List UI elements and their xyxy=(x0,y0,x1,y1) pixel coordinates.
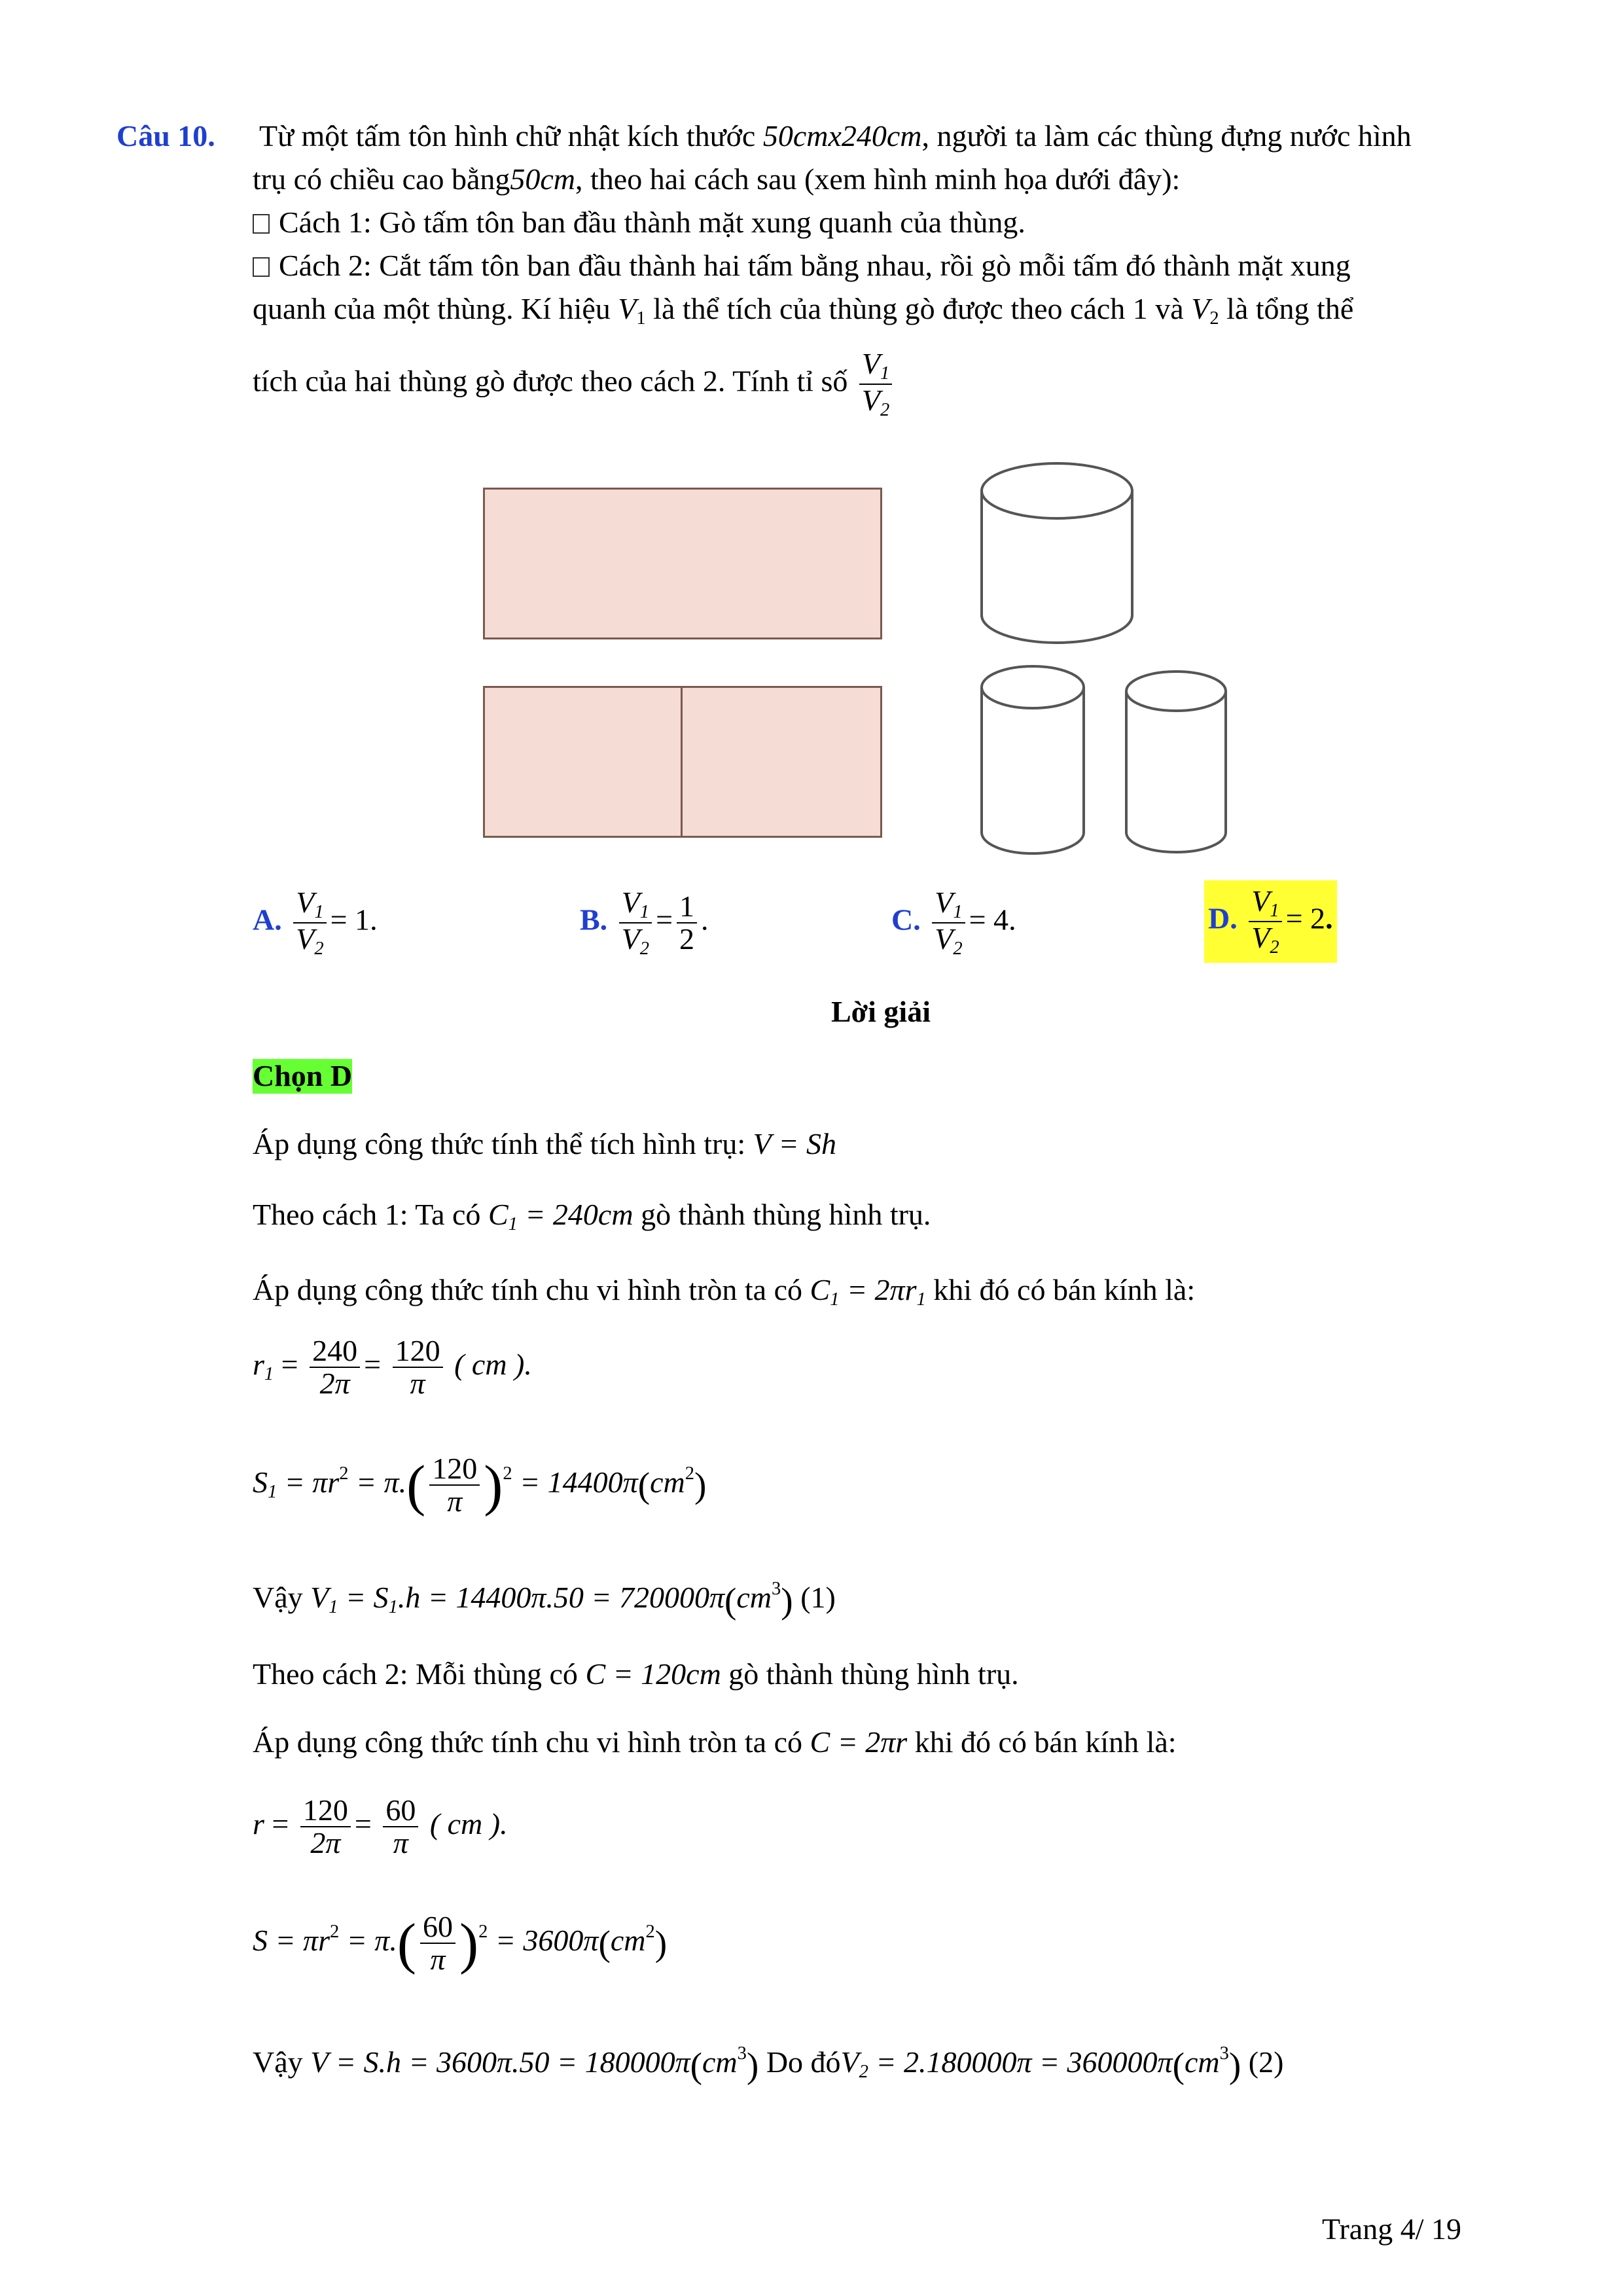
answer-b: B. $\frac{V_1}{V_2}$ = $\frac{1}{2}$ . xyxy=(580,886,709,959)
fraction: $\frac{120}{2\pi}$ xyxy=(300,1795,351,1859)
bullet-box-icon xyxy=(253,257,270,277)
answer-end: . xyxy=(701,903,709,937)
method-2-text: Cách 2: Cắt tấm tôn ban đầu thành hai tấm bằng nhau, rồi gò mỗi tấm đó thành mặt xung xyxy=(279,249,1351,282)
formula: C = 2πr xyxy=(810,1725,908,1759)
method-1 xyxy=(253,206,1026,240)
answer-value: = 4 xyxy=(969,903,1009,937)
symbol-v: V xyxy=(1251,920,1270,954)
ratio-fraction xyxy=(293,887,326,959)
fraction: $\frac{60}{\pi}$ xyxy=(420,1911,455,1976)
answer-letter: C. xyxy=(891,903,921,937)
answer-value: = 2 xyxy=(1285,901,1326,935)
symbol-v: V xyxy=(1251,884,1270,918)
solution-line-volume xyxy=(253,1127,836,1162)
symbol-sub: 1 xyxy=(639,901,650,922)
volume-2-result: Vậy $V = S.h = 3600\pi.50 = 180000\pi(cm^3)$ Do đóV$_2$ = $2.180000\pi = 360000\pi(cm^3)$ (2) xyxy=(253,2043,1284,2085)
fraction-numerator: 1 xyxy=(677,891,697,924)
sheet-half-left xyxy=(483,686,683,838)
solution-heading: Lời giải xyxy=(831,995,931,1028)
symbol-sub: 1 xyxy=(1270,900,1279,921)
method-2 xyxy=(253,249,1351,283)
radius-2-formula: r = $\frac{120}{2\pi}$ = $\frac{60}{\pi}$ ( cm ). xyxy=(253,1793,508,1860)
bullet-box-icon xyxy=(253,214,270,234)
unit: ( cm ). xyxy=(429,1806,508,1840)
question-text: , người ta làm các thùng đựng nước hình xyxy=(921,119,1412,152)
question-text: , theo hai cách sau (xem hình minh họa dưới đây): xyxy=(575,162,1181,196)
question-text: tích của hai thùng gò được theo cách 2. Tính tỉ số xyxy=(253,364,848,398)
symbol-sub: 1 xyxy=(880,363,890,384)
ratio-fraction xyxy=(932,887,965,959)
question-text: Từ một tấm tôn hình chữ nhật kích thước xyxy=(259,119,756,152)
question-line-1 xyxy=(259,119,1412,154)
formula: = 240cm xyxy=(525,1198,633,1231)
question-text: là tổng thể xyxy=(1226,292,1354,325)
solution-line-circumference-1: Áp dụng công thức tính chu vi hình tròn ta có $C_1 = 2\pi r_1$ khi đó có bán kính là: xyxy=(253,1273,1196,1310)
fraction-denominator: 2 xyxy=(679,922,695,956)
symbol-v: V xyxy=(621,922,640,956)
symbol-sub: 1 xyxy=(314,901,324,922)
sheet-method-1 xyxy=(483,488,882,639)
solution-line-way2: Theo cách 2: Mỗi thùng có C = 120cm gò thành thùng hình trụ. xyxy=(253,1657,1019,1691)
cylinder-small-icon xyxy=(1120,666,1232,863)
question-line-2 xyxy=(253,162,1180,197)
equation-tag: (1) xyxy=(800,1580,836,1614)
symbol-v: V xyxy=(861,383,881,417)
symbol-v: V xyxy=(935,922,954,956)
fraction: $\frac{60}{\pi}$ xyxy=(383,1795,418,1859)
cylinder-large-icon xyxy=(975,458,1139,655)
cylinder-height: 50cm xyxy=(510,162,576,196)
answer-a xyxy=(253,887,378,959)
answer-b-fraction xyxy=(677,891,697,956)
solution-text: Theo cách 1: Ta có xyxy=(253,1198,481,1231)
solution-text: khi đó có bán kính là: xyxy=(933,1273,1196,1306)
symbol-v: V xyxy=(296,886,315,919)
question-text: quanh của một thùng. Kí hiệu xyxy=(253,292,611,325)
chosen-answer: Chọn D xyxy=(253,1059,353,1092)
symbol-sub: 2 xyxy=(314,938,324,959)
answer-letter: A. xyxy=(253,903,282,937)
sheet-half-right xyxy=(681,686,882,838)
answer-letter: D. xyxy=(1208,901,1238,935)
answer-end: . xyxy=(1008,903,1016,937)
question-text: trụ có chiều cao bằng xyxy=(253,162,510,196)
formula: C = 120cm xyxy=(585,1657,721,1691)
answer-end: . xyxy=(1325,901,1333,935)
symbol-sub: 2 xyxy=(639,938,650,959)
question-label: Câu 10. xyxy=(116,119,215,152)
symbol-sub: 2 xyxy=(880,399,890,420)
page-number: Trang 4/ 19 xyxy=(1322,2212,1461,2246)
fraction: $\frac{120}{\pi}$ xyxy=(429,1453,480,1518)
radius-1-formula: $r_1$ = $\frac{240}{2\pi}$ = $\frac{120}{\pi}$ ( cm ). xyxy=(253,1334,532,1401)
answer-end: . xyxy=(370,903,378,937)
symbol-v: V xyxy=(861,347,881,380)
symbol-v: V xyxy=(621,886,640,919)
symbol-sub: 2 xyxy=(1209,308,1219,329)
question-line-6 xyxy=(253,348,896,420)
symbol-sub: 1 xyxy=(953,901,963,922)
answer-d xyxy=(1204,880,1337,963)
answer-c xyxy=(891,887,1016,959)
symbol-v: V xyxy=(1191,292,1210,325)
ratio-fraction xyxy=(859,348,892,420)
answer-letter: B. xyxy=(580,903,608,937)
method-1-text: Cách 1: Gò tấm tôn ban đầu thành mặt xung quanh của thùng. xyxy=(279,206,1026,239)
formula: V = Sh xyxy=(753,1127,836,1160)
ratio-fraction xyxy=(1249,886,1281,958)
sheet-dimensions: 50cmx240cm xyxy=(762,119,922,152)
area-2-formula: $S = \pi r^2 = \pi$.( $\frac{60}{\pi}$ )$^2 = 3600\pi(cm^2)$ xyxy=(253,1910,668,1977)
answer-value: = 1 xyxy=(330,903,370,937)
question-line-5 xyxy=(253,292,1353,330)
ratio-fraction xyxy=(619,887,652,959)
equation-tag: (2) xyxy=(1248,2045,1284,2079)
area-1-formula: $S_1 = \pi r^2 = \pi$.( $\frac{120}{\pi}$ )$^2 = 14400\pi(cm^2)$ xyxy=(253,1452,707,1518)
symbol-v: V xyxy=(935,886,954,919)
symbol-sub: 2 xyxy=(953,938,963,959)
symbol-v: V xyxy=(618,292,637,325)
symbol-sub: 2 xyxy=(1270,937,1279,958)
solution-text: Áp dụng công thức tính chu vi hình tròn ta có xyxy=(253,1273,803,1306)
cylinder-small-icon xyxy=(974,661,1092,857)
symbol-v: V xyxy=(296,922,315,956)
unit: ( cm ). xyxy=(454,1347,532,1381)
solution-text: gò thành thùng hình trụ. xyxy=(641,1198,931,1231)
volume-1-result: Vậy $V_1 = S_1.h = 14400\pi.50 = 720000\pi(cm^3)$ (1) xyxy=(253,1579,836,1621)
solution-line-circumference-2: Áp dụng công thức tính chu vi hình tròn ta có C = 2πr khi đó có bán kính là: xyxy=(253,1725,1177,1759)
symbol-sub: 1 xyxy=(636,308,646,329)
formula: = 2πr xyxy=(846,1273,917,1306)
question-text: là thể tích của thùng gò được theo cách 1 và xyxy=(653,292,1184,325)
solution-text: Áp dụng công thức tính thể tích hình trụ: xyxy=(253,1127,746,1160)
solution-line-way1: Theo cách 1: Ta có $C_1 = 240cm$ gò thành thùng hình trụ. xyxy=(253,1198,931,1234)
fraction: $\frac{120}{\pi}$ xyxy=(393,1335,443,1400)
fraction: $\frac{240}{2\pi}$ xyxy=(310,1335,360,1400)
